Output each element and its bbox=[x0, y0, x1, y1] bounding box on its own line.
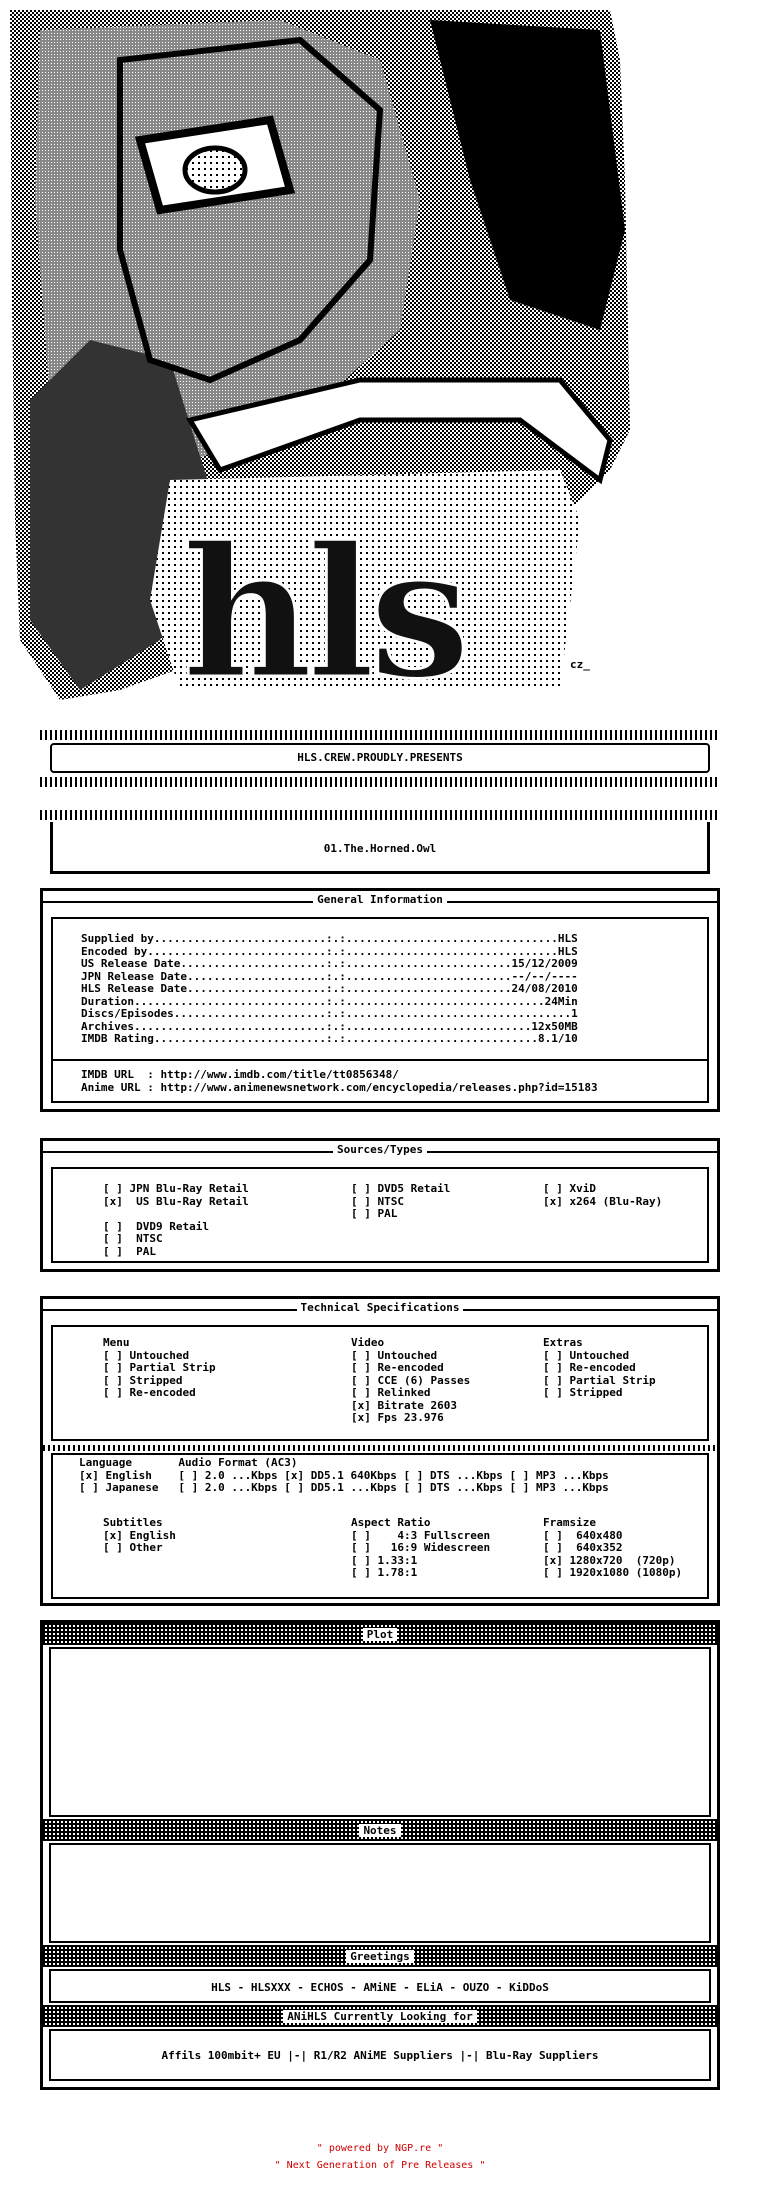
aspect-option: [ ] 4:3 Fullscreen bbox=[351, 1528, 491, 1542]
menu-column bbox=[103, 1337, 216, 1400]
general-info-key: US Release Date bbox=[81, 957, 181, 970]
notes-heading: Notes bbox=[359, 1824, 400, 1837]
ascii-art-banner bbox=[0, 0, 640, 700]
general-info-value: 15/12/2009 bbox=[511, 957, 578, 970]
presents-text: HLS.CREW.PROUDLY.PRESENTS bbox=[293, 751, 467, 764]
plot-heading: Plot bbox=[363, 1628, 398, 1641]
video-option: Video bbox=[351, 1336, 385, 1349]
menu-option: Menu bbox=[103, 1336, 130, 1349]
general-info-value: 24/08/2010 bbox=[511, 982, 578, 995]
extras-option: [ ] Untouched bbox=[543, 1348, 630, 1362]
extras-option: [ ] Stripped bbox=[543, 1386, 623, 1399]
imdb-url-link[interactable]: http://www.imdb.com/title/tt0856348/ bbox=[160, 1068, 399, 1081]
video-option: [ ] Re-encoded bbox=[351, 1361, 444, 1374]
general-info-rows bbox=[81, 933, 578, 1046]
general-info-leader: ..........................:.:............................. bbox=[153, 1032, 538, 1045]
subtitle-option: [ ] Other bbox=[103, 1541, 163, 1554]
general-info-leader: .......................:.:.................................. bbox=[173, 1007, 572, 1020]
source-option: [ ] DVD9 Retail bbox=[103, 1219, 209, 1233]
general-info-row bbox=[81, 1033, 578, 1046]
aspect-column bbox=[351, 1517, 490, 1580]
aspect-option: [ ] 1.78:1 bbox=[351, 1566, 418, 1579]
source-option: [ ] DVD5 Retail bbox=[351, 1182, 451, 1195]
general-info-key: Discs/Episodes bbox=[81, 1007, 174, 1020]
extras-option: [ ] Partial Strip bbox=[543, 1373, 656, 1387]
source-option bbox=[103, 1208, 249, 1221]
looking-heading: ANiHLS Currently Looking for bbox=[283, 2010, 476, 2023]
tech-specs-heading: Technical Specifications bbox=[297, 1301, 464, 1314]
audio-line: Language Audio Format (AC3) bbox=[79, 1456, 298, 1469]
audio-line: [x] English [ ] 2.0 ...Kbps [x] DD5.1 640Kbps [ ] DTS ...Kbps [ ] MP3 ...Kbps bbox=[79, 1468, 609, 1482]
video-option: [x] Fps 23.976 bbox=[351, 1411, 444, 1424]
footer-powered-by: " powered by NGP.re " bbox=[316, 2143, 444, 2154]
general-info-value: HLS bbox=[557, 944, 578, 958]
general-info-value: 24Min bbox=[544, 994, 578, 1008]
extras-column bbox=[543, 1337, 656, 1400]
imdb-label: IMDB URL : bbox=[81, 1068, 161, 1081]
extras-option: [ ] Re-encoded bbox=[543, 1361, 636, 1374]
general-info-heading: General Information bbox=[313, 893, 447, 906]
general-info-leader: .............................:.:............................ bbox=[133, 1019, 532, 1033]
sources-col-2 bbox=[351, 1183, 450, 1221]
general-info-leader: ...........................:.:................................ bbox=[147, 944, 558, 958]
general-info-leader: .............................:.:.............................. bbox=[133, 994, 545, 1008]
general-info-value: --/--/---- bbox=[511, 969, 578, 983]
anime-label: Anime URL : bbox=[81, 1081, 161, 1094]
audio-line: [ ] Japanese [ ] 2.0 ...Kbps [ ] DD5.1 ...Kbps [ ] DTS ...Kbps [ ] MP3 ...Kbps bbox=[79, 1481, 609, 1494]
general-info-value: 8.1/10 bbox=[537, 1032, 578, 1045]
general-info-leader: .....................:.:......................... bbox=[186, 969, 512, 983]
greetings-heading: Greetings bbox=[346, 1950, 414, 1963]
menu-option: [ ] Stripped bbox=[103, 1373, 183, 1387]
general-info-leader: ......................:.:......................... bbox=[180, 957, 512, 970]
menu-option: [ ] Partial Strip bbox=[103, 1361, 216, 1374]
general-info-leader: ..........................:.:................................ bbox=[153, 932, 558, 945]
video-option: [ ] Untouched bbox=[351, 1348, 438, 1362]
general-info-key: HLS Release Date bbox=[81, 982, 187, 995]
framesize-column bbox=[543, 1517, 682, 1580]
general-info-value: HLS bbox=[557, 932, 578, 945]
general-info-section bbox=[40, 888, 720, 1112]
tech-specs-section bbox=[40, 1296, 720, 1606]
bottom-sections bbox=[40, 1620, 720, 2090]
general-info-value: 12x50MB bbox=[531, 1019, 578, 1033]
subtitle-option: [x] English bbox=[103, 1528, 176, 1542]
source-option: [ ] NTSC bbox=[103, 1232, 163, 1245]
sources-heading: Sources/Types bbox=[333, 1143, 427, 1156]
framesize-option: [ ] 640x352 bbox=[543, 1541, 623, 1554]
video-option: [ ] Relinked bbox=[351, 1386, 431, 1399]
plot-body bbox=[49, 1647, 711, 1817]
menu-option: [ ] Untouched bbox=[103, 1348, 190, 1362]
menu-option: [ ] Re-encoded bbox=[103, 1386, 196, 1399]
source-option: [ ] JPN Blu-Ray Retail bbox=[103, 1182, 249, 1195]
framesize-option: Framsize bbox=[543, 1516, 596, 1529]
anime-url-link[interactable]: http://www.animenewsnetwork.com/encyclopedia/releases.php?id=15183 bbox=[160, 1081, 598, 1094]
aspect-option: [ ] 1.33:1 bbox=[351, 1553, 418, 1567]
video-column bbox=[351, 1337, 470, 1425]
extras-option: Extras bbox=[543, 1336, 583, 1349]
framesize-option: [ ] 1920x1080 (1080p) bbox=[543, 1566, 683, 1579]
general-info-value: 1 bbox=[571, 1007, 578, 1020]
subtitle-option: Subtitles bbox=[103, 1516, 163, 1529]
framesize-option: [x] 1280x720 (720p) bbox=[543, 1553, 676, 1567]
video-option: [ ] CCE (6) Passes bbox=[351, 1373, 471, 1387]
release-title: 01.The.Horned.Owl bbox=[320, 842, 441, 855]
greetings-text: HLS - HLSXXX - ECHOS - AMiNE - ELiA - OUZO - KiDDoS bbox=[207, 1981, 553, 1994]
logo-text: hls bbox=[182, 508, 465, 700]
notes-body bbox=[49, 1843, 711, 1943]
general-info-key: Supplied by bbox=[81, 932, 154, 945]
source-option: [x] x264 (Blu-Ray) bbox=[543, 1194, 663, 1208]
source-option: [ ] PAL bbox=[103, 1244, 156, 1258]
aspect-option: Aspect Ratio bbox=[351, 1516, 431, 1529]
title-box bbox=[40, 810, 720, 874]
audio-block bbox=[79, 1457, 609, 1495]
general-info-leader: .....................:.:......................... bbox=[186, 982, 512, 995]
general-info-key: Duration bbox=[81, 994, 134, 1008]
aspect-option: [ ] 16:9 Widescreen bbox=[351, 1541, 491, 1554]
general-info-key: IMDB Rating bbox=[81, 1032, 154, 1045]
sources-col-3 bbox=[543, 1183, 662, 1208]
general-info-key: JPN Release Date bbox=[81, 969, 187, 983]
presents-banner bbox=[40, 730, 720, 790]
general-info-key: Encoded by bbox=[81, 944, 148, 958]
sources-col-1 bbox=[103, 1183, 249, 1258]
framesize-option: [ ] 640x480 bbox=[543, 1528, 623, 1542]
art-signature: cz_ bbox=[570, 658, 590, 671]
sources-section bbox=[40, 1138, 720, 1272]
subtitles-column bbox=[103, 1517, 176, 1555]
footer-tagline: " Next Generation of Pre Releases " bbox=[274, 2160, 486, 2171]
source-option: [x] US Blu-Ray Retail bbox=[103, 1194, 249, 1208]
source-option: [ ] NTSC bbox=[351, 1194, 404, 1208]
source-option: [ ] XviD bbox=[543, 1182, 596, 1195]
general-info-key: Archives bbox=[81, 1019, 134, 1033]
looking-text: Affils 100mbit+ EU |-| R1/R2 ANiME Suppliers |-| Blu-Ray Suppliers bbox=[157, 2049, 602, 2062]
source-option: [ ] PAL bbox=[351, 1207, 398, 1220]
video-option: [x] Bitrate 2603 bbox=[351, 1398, 457, 1412]
